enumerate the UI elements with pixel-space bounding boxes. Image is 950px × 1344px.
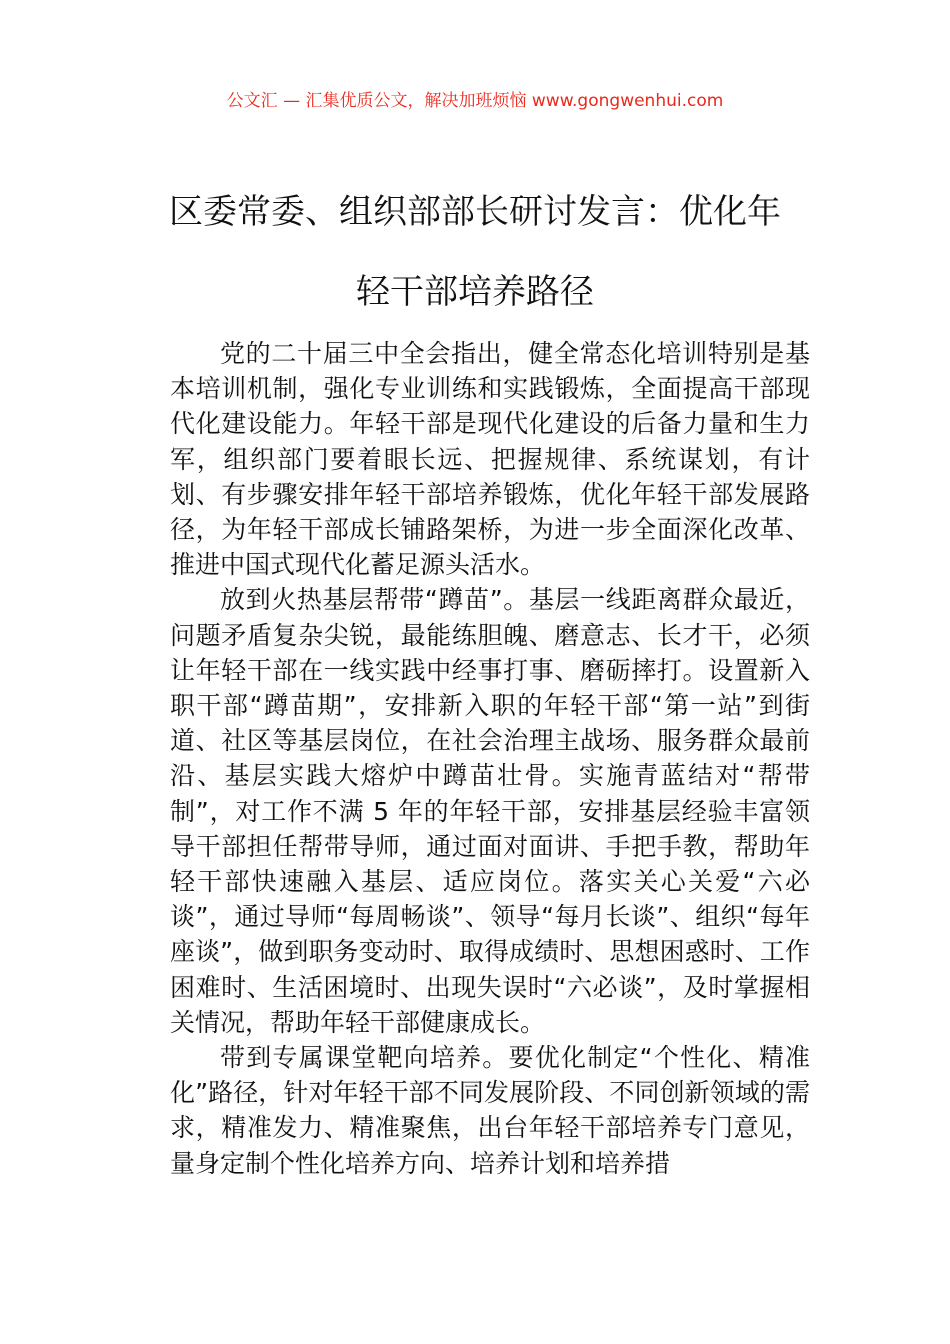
title-line-1: 区委常委、组织部部长研讨发言：优化年 bbox=[169, 192, 781, 232]
title-line-2: 轻干部培养路径 bbox=[356, 272, 594, 312]
header-banner: 公文汇 — 汇集优质公文，解决加班烦恼 www.gongwenhui.com bbox=[226, 91, 724, 111]
paragraph-grassroots: 放到火热基层帮带“蹲苗”。基层一线距离群众最近，问题矛盾复杂尖锐，最能练胆魄、磨意志、长才干，必须让年轻干部在一线实践中经事打事、磨砺摔打。设置新入职干部“蹲苗期”，安排新入职的年轻干部“第一站”到街道、社区等基层岗位，在社会治理主战场、服务群众最前沿、基层实践大熔炉中蹲苗壮骨。实施青蓝结对“帮带制”，对工作不满 5 年的年轻干部，安排基层经验丰富领导干部担任帮带导师，通过面对面讲、手把手教，帮助年轻干部快速融入基层、适应岗位。落实关心关爱“六必谈”，通过导师“每周畅谈”、领导“每月长谈”、组织“每年座谈”，做到职务变动时、取得成绩时、思想困惑时、工作困难时、生活困境时、出现失误时“六必谈”，及时掌握相关情况，帮助年轻干部健康成长。 bbox=[170, 585, 810, 1037]
document-body bbox=[170, 336, 810, 1181]
paragraph-classroom: 带到专属课堂靶向培养。要优化制定“个性化、精准化”路径，针对年轻干部不同发展阶段、不同创新领域的需求，精准发力、精准聚焦，出台年轻干部培养专门意见，量身定制个性化培养方向、培养计划和培养措 bbox=[170, 1043, 810, 1178]
paragraph-intro: 党的二十届三中全会指出，健全常态化培训特别是基本培训机制，强化专业训练和实践锻炼，全面提高干部现代化建设能力。年轻干部是现代化建设的后备力量和生力军，组织部门要着眼长远、把握规律、系统谋划，有计划、有步骤安排年轻干部培养锻炼，优化年轻干部发展路径，为年轻干部成长铺路架桥，为进一步全面深化改革、推进中国式现代化蓄足源头活水。 bbox=[170, 339, 810, 580]
document-title bbox=[100, 172, 850, 332]
